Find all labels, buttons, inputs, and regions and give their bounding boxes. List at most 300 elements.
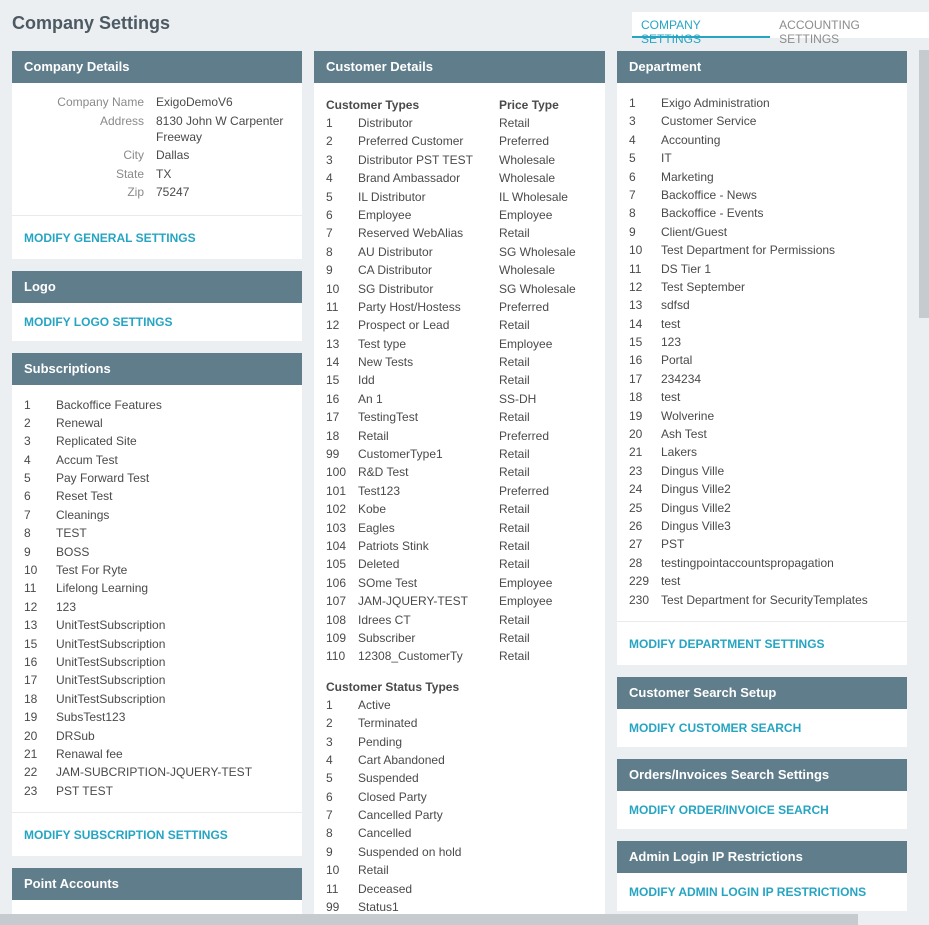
subscription-row-id: 13 [24, 618, 38, 633]
customer-type-name: Distributor [358, 116, 413, 130]
customer-type-price: Employee [499, 575, 553, 590]
horizontal-scrollbar[interactable] [0, 914, 858, 925]
customer-type-row [326, 519, 593, 537]
department-row-name: Wolverine [661, 408, 715, 423]
department-row-name: Backoffice - News [661, 187, 757, 202]
customer-status-row-id: 11 [326, 881, 339, 896]
department-row-id: 10 [629, 243, 643, 258]
department-card [617, 51, 907, 665]
customer-type-id: 16 [326, 391, 340, 406]
customer-type-price: Retail [499, 465, 530, 480]
customer-type-name: SG Distributor [358, 281, 434, 296]
customer-type-price: Retail [499, 538, 530, 553]
department-row-name: IT [661, 151, 672, 166]
customer-status-row [326, 696, 593, 714]
department-row [629, 131, 895, 149]
customer-type-id: 103 [326, 520, 347, 535]
department-row-name: Backoffice - Events [661, 206, 764, 221]
customer-type-row [326, 408, 593, 426]
page-title: Company Settings [12, 13, 171, 33]
subscription-row-id: 21 [24, 746, 38, 761]
customer-type-price: Preferred [499, 299, 550, 314]
department-row [629, 480, 895, 498]
subscription-row [24, 414, 290, 432]
customer-status-row-id: 1 [326, 697, 333, 712]
customer-status-row-name: Pending [358, 734, 403, 749]
left-column [12, 51, 302, 925]
customer-status-row-name: Status1 [358, 900, 399, 915]
customer-type-row [326, 445, 593, 463]
customer-type-name: CA Distributor [358, 263, 433, 278]
subscription-row-name: Reset Test [56, 489, 113, 504]
customer-type-name: Eagles [358, 520, 395, 535]
department-row-name: Test Department for SecurityTemplates [661, 592, 868, 607]
logo-header: Logo [12, 271, 302, 303]
department-row-name: Client/Guest [661, 224, 728, 239]
customer-type-id: 4 [326, 171, 333, 186]
subscription-row [24, 708, 290, 726]
department-row [629, 535, 895, 553]
modify-order-invoice-search-link[interactable]: MODIFY ORDER/INVOICE SEARCH [629, 802, 829, 817]
customer-type-id: 101 [326, 483, 347, 498]
department-row [629, 407, 895, 425]
subscription-row [24, 524, 290, 542]
company-field-row [24, 94, 290, 110]
customer-type-id: 9 [326, 263, 333, 278]
department-row-name: test [661, 390, 681, 405]
subscription-row [24, 561, 290, 579]
department-row [629, 94, 895, 112]
department-row-id: 13 [629, 298, 643, 313]
department-row-id: 1 [629, 96, 636, 110]
department-row-name: 234234 [661, 371, 702, 386]
customer-type-price: Retail [499, 630, 530, 645]
customer-type-id: 17 [326, 410, 340, 425]
department-row-name: test [661, 574, 681, 589]
department-row-name: Exigo Administration [661, 96, 770, 110]
subscription-row-id: 9 [24, 544, 31, 559]
customer-type-id: 8 [326, 244, 333, 259]
company-details-fields [12, 83, 302, 215]
customer-type-name: Test123 [358, 483, 401, 498]
customer-type-row [326, 555, 593, 573]
subscription-row-name: Backoffice Features [56, 397, 162, 412]
customer-type-row [326, 132, 593, 150]
company-field-label: State [115, 166, 144, 181]
customer-type-price: Retail [499, 373, 530, 388]
subscription-row-name: Lifelong Learning [56, 581, 149, 596]
subscription-row-name: 123 [56, 599, 77, 614]
customer-status-row-id: 9 [326, 844, 333, 859]
customer-type-price: Wholesale [499, 263, 556, 278]
department-header: Department [617, 51, 907, 83]
department-row-id: 229 [629, 574, 650, 589]
customer-type-id: 7 [326, 226, 333, 241]
department-row [629, 572, 895, 590]
customer-type-price: Preferred [499, 428, 550, 443]
customer-status-row-id: 8 [326, 826, 333, 841]
department-row [629, 278, 895, 296]
customer-type-price: Retail [499, 502, 530, 517]
department-row [629, 241, 895, 259]
customer-search-card [617, 677, 907, 747]
subscription-row-name: PST TEST [56, 783, 113, 798]
customer-type-price: Retail [499, 318, 530, 333]
department-row-id: 21 [629, 445, 643, 460]
customer-type-row [326, 371, 593, 389]
customer-type-price: Wholesale [499, 152, 556, 167]
customer-status-row [326, 788, 593, 806]
subscription-row-name: UnitTestSubscription [56, 673, 166, 688]
subscription-row [24, 635, 290, 653]
company-field-label: Company Name [57, 95, 144, 109]
customer-status-row-id: 10 [326, 863, 340, 878]
customer-type-name: Idrees CT [358, 612, 411, 627]
subscription-row-id: 18 [24, 691, 38, 706]
customer-type-price: Employee [499, 207, 553, 222]
company-field-label: Zip [127, 185, 144, 199]
right-column [617, 51, 907, 923]
customer-type-row [326, 224, 593, 242]
customer-status-row-id: 99 [326, 900, 340, 915]
customer-type-name: Retail [358, 428, 389, 443]
subscription-row-name: UnitTestSubscription [56, 691, 166, 706]
customer-type-row [326, 114, 593, 132]
department-row-id: 28 [629, 555, 643, 570]
customer-type-name: SOme Test [358, 575, 418, 590]
customer-type-row [326, 482, 593, 500]
company-field-label: City [123, 148, 144, 162]
customer-type-id: 105 [326, 557, 347, 572]
department-row-name: Accounting [661, 132, 721, 147]
customer-status-row-name: Suspended on hold [358, 844, 462, 859]
customer-type-row [326, 188, 593, 206]
department-row-name: Customer Service [661, 114, 757, 129]
point-accounts-header: Point Accounts [12, 868, 302, 900]
subscription-row [24, 653, 290, 671]
department-row-name: Dingus Ville2 [661, 500, 731, 515]
department-row-id: 24 [629, 482, 643, 497]
customer-type-id: 107 [326, 594, 347, 609]
department-row-name: Portal [661, 353, 693, 368]
department-row-id: 17 [629, 371, 643, 386]
customer-type-price: Retail [499, 355, 530, 370]
subscriptions-list [12, 385, 302, 813]
subscription-row-name: JAM-SUBCRIPTION-JQUERY-TEST [56, 765, 253, 780]
department-row-name: PST [661, 537, 685, 552]
department-row [629, 333, 895, 351]
subscription-row-id: 4 [24, 452, 31, 467]
logo-card [12, 271, 302, 341]
customer-type-row [326, 611, 593, 629]
company-field-label: Address [99, 113, 144, 128]
department-row-id: 14 [629, 316, 643, 331]
middle-column [314, 51, 605, 925]
customer-type-row [326, 243, 593, 261]
subscription-row-name: UnitTestSubscription [56, 636, 166, 651]
subscription-row [24, 432, 290, 450]
customer-status-row [326, 769, 593, 787]
customer-status-heading: Customer Status Types [326, 679, 460, 694]
customer-type-name: AU Distributor [358, 244, 433, 259]
modify-admin-ip-link[interactable]: MODIFY ADMIN LOGIN IP RESTRICTIONS [629, 884, 867, 899]
customer-type-row [326, 335, 593, 353]
subscription-row-id: 22 [24, 765, 38, 780]
customer-type-id: 13 [326, 336, 340, 351]
department-row [629, 425, 895, 443]
customer-type-id: 15 [326, 373, 340, 388]
customer-status-row-name: Cancelled Party [358, 808, 443, 823]
subscription-row-id: 15 [24, 636, 38, 651]
subscription-row-name: Renewal [56, 415, 103, 430]
department-list [617, 83, 907, 621]
modify-department-settings-link[interactable]: MODIFY DEPARTMENT SETTINGS [629, 636, 825, 651]
customer-type-name: An 1 [358, 391, 383, 406]
customer-type-row [326, 316, 593, 334]
department-row-id: 20 [629, 427, 643, 442]
customer-details-header: Customer Details [314, 51, 605, 83]
department-row [629, 315, 895, 333]
department-row-name: Dingus Ville3 [661, 518, 731, 533]
department-row-id: 230 [629, 592, 650, 607]
subscription-row [24, 598, 290, 616]
modify-subscription-settings-link[interactable]: MODIFY SUBSCRIPTION SETTINGS [24, 828, 228, 843]
department-row-id: 18 [629, 390, 643, 405]
customer-type-id: 18 [326, 428, 340, 443]
customer-type-id: 12 [326, 318, 340, 333]
orders-search-card [617, 759, 907, 829]
subscription-row [24, 763, 290, 781]
customer-type-id: 106 [326, 575, 347, 590]
department-row [629, 260, 895, 278]
department-row [629, 499, 895, 517]
subscriptions-header: Subscriptions [12, 353, 302, 385]
department-row-id: 7 [629, 187, 636, 202]
subscription-row-id: 19 [24, 710, 38, 725]
department-row [629, 296, 895, 314]
customer-type-name: Reserved WebAlias [358, 226, 464, 241]
customer-status-row [326, 733, 593, 751]
customer-type-name: Idd [358, 373, 375, 388]
subscription-row-id: 5 [24, 471, 31, 486]
customer-type-row [326, 390, 593, 408]
modify-logo-settings-link[interactable]: MODIFY LOGO SETTINGS [24, 314, 173, 329]
subscription-row-name: Pay Forward Test [56, 471, 150, 486]
customer-status-row-name: Deceased [358, 881, 413, 896]
subscription-row-name: Cleanings [56, 507, 110, 522]
customer-type-name: Subscriber [358, 630, 416, 645]
department-row-name: testingpointaccountspropagation [661, 555, 834, 570]
customer-type-name: IL Distributor [358, 189, 426, 204]
customer-type-name: Deleted [358, 557, 400, 572]
customer-type-name: 12308_CustomerTy [358, 649, 463, 664]
department-row-name: Test Department for Permissions [661, 243, 836, 258]
vertical-scrollbar[interactable] [919, 50, 929, 318]
customer-type-price: Employee [499, 594, 553, 609]
subscription-row [24, 745, 290, 763]
subscription-row-id: 16 [24, 654, 38, 669]
subscription-row-id: 3 [24, 434, 31, 449]
department-row [629, 370, 895, 388]
department-row [629, 351, 895, 369]
customer-status-row [326, 806, 593, 824]
customer-type-name: CustomerType1 [358, 447, 443, 462]
customer-type-price: Retail [499, 447, 530, 462]
settings-tabs [632, 12, 929, 46]
department-row-id: 27 [629, 537, 643, 552]
company-field-row [24, 113, 290, 145]
customer-type-name: New Tests [358, 355, 414, 370]
customer-type-row [326, 537, 593, 555]
customer-status-row-id: 4 [326, 752, 333, 767]
customer-status-row-id: 6 [326, 789, 333, 804]
tab-accounting-settings[interactable]: ACCOUNTING SETTINGS [770, 12, 929, 38]
customer-details-card [314, 51, 605, 925]
customer-type-price: Retail [499, 612, 530, 627]
customer-type-id: 14 [326, 355, 340, 370]
customer-type-id: 2 [326, 134, 333, 149]
customer-type-row [326, 280, 593, 298]
orders-search-header: Orders/Invoices Search Settings [617, 759, 907, 791]
customer-status-row-id: 2 [326, 716, 333, 731]
subscription-row [24, 690, 290, 708]
subscription-row-id: 6 [24, 489, 31, 504]
modify-customer-search-link[interactable]: MODIFY CUSTOMER SEARCH [629, 720, 802, 735]
subscription-row-id: 12 [24, 599, 38, 614]
company-field-value: ExigoDemoV6 [156, 95, 233, 109]
customer-status-row-id: 7 [326, 808, 333, 823]
customer-type-name: Prospect or Lead [358, 318, 450, 333]
subscription-row [24, 616, 290, 634]
customer-type-row [326, 261, 593, 279]
customer-type-price: Preferred [499, 483, 550, 498]
department-row-name: Ash Test [661, 427, 707, 442]
customer-search-header: Customer Search Setup [617, 677, 907, 709]
subscription-row [24, 451, 290, 469]
department-row-id: 15 [629, 335, 643, 350]
customer-type-row [326, 647, 593, 665]
customer-type-price: SS-DH [499, 391, 537, 406]
subscription-row-name: Test For Ryte [56, 563, 128, 578]
subscription-row-id: 20 [24, 728, 38, 743]
subscription-row-id: 1 [24, 397, 31, 412]
subscription-row-name: Replicated Site [56, 434, 137, 449]
tab-company-settings[interactable]: COMPANY SETTINGS [632, 12, 770, 38]
department-row-name: Test September [661, 279, 746, 294]
customer-types-heading: Customer Types [326, 98, 420, 112]
customer-type-id: 109 [326, 630, 347, 645]
customer-type-id: 108 [326, 612, 347, 627]
customer-status-row-name: Retail [358, 863, 389, 878]
customer-type-name: Test type [358, 336, 407, 351]
customer-status-row-id: 5 [326, 771, 333, 786]
department-row-name: Dingus Ville [661, 463, 725, 478]
customer-status-row-name: Cancelled [358, 826, 412, 841]
customer-type-id: 1 [326, 116, 333, 130]
customer-type-name: Kobe [358, 502, 387, 517]
customer-type-id: 99 [326, 447, 340, 462]
company-field-value: TX [156, 166, 172, 181]
customer-type-name: Distributor PST TEST [358, 152, 473, 167]
department-row [629, 186, 895, 204]
subscription-row [24, 487, 290, 505]
customer-status-row [326, 861, 593, 879]
company-field-row [24, 166, 290, 182]
department-row [629, 443, 895, 461]
department-row-name: sdfsd [661, 298, 690, 313]
subscription-row-name: UnitTestSubscription [56, 654, 166, 669]
department-row-id: 11 [629, 261, 642, 276]
admin-ip-card [617, 841, 907, 911]
department-row [629, 168, 895, 186]
modify-general-settings-link[interactable]: MODIFY GENERAL SETTINGS [24, 230, 196, 245]
customer-type-price: Preferred [499, 134, 550, 149]
department-row-id: 16 [629, 353, 643, 368]
customer-type-id: 102 [326, 502, 347, 517]
subscription-row-name: DRSub [56, 728, 95, 743]
customer-type-id: 10 [326, 281, 340, 296]
customer-status-row [326, 880, 593, 898]
subscription-row [24, 579, 290, 597]
department-row-id: 9 [629, 224, 636, 239]
customer-status-row-name: Terminated [358, 716, 418, 731]
price-type-heading: Price Type [499, 98, 559, 112]
company-field-row [24, 184, 290, 200]
company-field-row [24, 147, 290, 163]
department-row [629, 554, 895, 572]
customer-type-price: SG Wholesale [499, 244, 576, 259]
customer-status-row [326, 824, 593, 842]
department-row [629, 388, 895, 406]
subscription-row [24, 782, 290, 800]
customer-type-price: Retail [499, 557, 530, 572]
customer-status-list [326, 696, 593, 917]
customer-types-list [326, 114, 593, 666]
customer-status-row [326, 843, 593, 861]
customer-type-price: Wholesale [499, 171, 556, 186]
customer-type-row [326, 592, 593, 610]
customer-type-row [326, 574, 593, 592]
customer-type-name: JAM-JQUERY-TEST [358, 594, 469, 609]
customer-status-row-id: 3 [326, 734, 333, 749]
department-row-id: 12 [629, 279, 643, 294]
customer-type-id: 11 [326, 299, 339, 314]
subscription-row [24, 469, 290, 487]
company-field-value: 8130 John W Carpenter Freeway [156, 113, 284, 144]
company-field-value: Dallas [156, 148, 190, 162]
customer-type-id: 6 [326, 207, 333, 222]
subscription-row-id: 7 [24, 507, 31, 522]
customer-status-row-name: Active [358, 697, 391, 712]
department-row-id: 3 [629, 114, 636, 129]
department-row-name: test [661, 316, 681, 331]
customer-type-id: 100 [326, 465, 347, 480]
customer-type-name: Patriots Stink [358, 538, 429, 553]
department-row [629, 591, 895, 609]
customer-type-row [326, 151, 593, 169]
department-row-name: Dingus Ville2 [661, 482, 731, 497]
subscription-row-name: BOSS [56, 544, 90, 559]
subscription-row-id: 2 [24, 415, 31, 430]
customer-type-price: SG Wholesale [499, 281, 576, 296]
customer-type-name: Preferred Customer [358, 134, 464, 149]
department-row-id: 8 [629, 206, 636, 221]
company-field-value: 75247 [156, 185, 190, 199]
customer-type-row [326, 427, 593, 445]
department-row-name: Marketing [661, 169, 714, 184]
subscription-row [24, 727, 290, 745]
company-details-header: Company Details [12, 51, 302, 83]
